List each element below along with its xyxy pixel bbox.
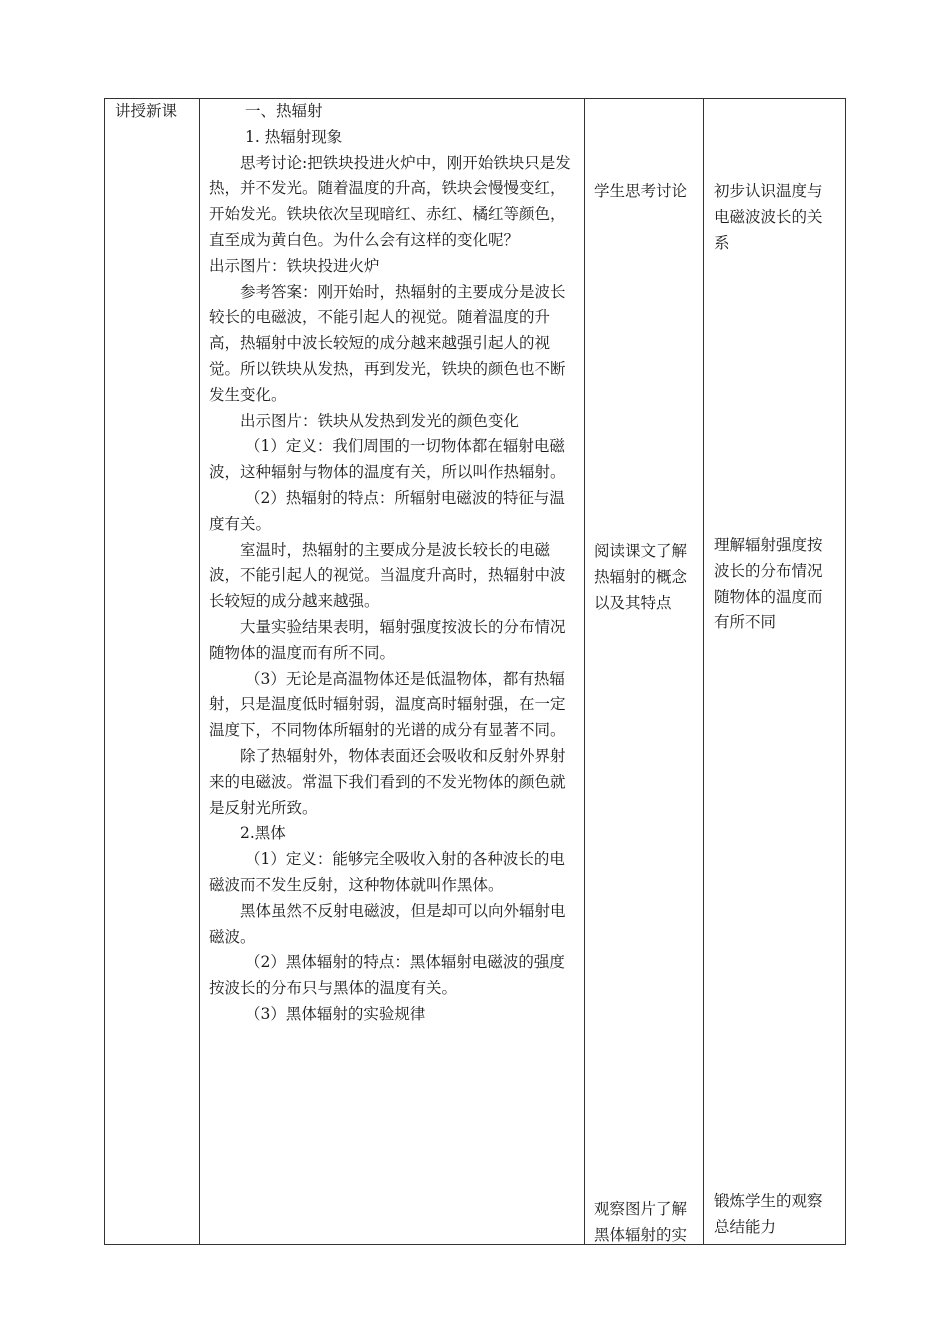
- reference-answer: 参考答案：刚开始时，热辐射的主要成分是波长较长的电磁波，不能引起人的视觉。随着温度的升高，热辐射中波长较短的成分越来越强引起人的视觉。所以铁块从发热，再到发光，铁块的颜色也不断发生变化。: [209, 282, 566, 404]
- column-divider: [584, 99, 585, 1244]
- design-intent: 理解辐射强度按波长的分布情况随物体的温度而有所不同: [714, 536, 823, 632]
- lesson-plan-table: [104, 98, 846, 1245]
- body-paragraph: 黑体虽然不反射电磁波，但是却可以向外辐射电磁波。: [209, 901, 566, 946]
- law-heading: （3）黑体辐射的实验规律: [245, 1004, 426, 1023]
- feature-paragraph: （2）热辐射的特点：所辐射电磁波的特征与温度有关。: [209, 488, 565, 533]
- subsection-heading: 2.黑体: [240, 824, 286, 843]
- show-image-note: 出示图片：铁块投进火炉: [209, 256, 380, 275]
- section-heading: 一、热辐射: [245, 102, 323, 120]
- body-paragraph: 室温时，热辐射的主要成分是波长较长的电磁波，不能引起人的视觉。当温度升高时，热辐射中波长较短的成分越来越强。: [209, 540, 566, 611]
- design-intent: 锻炼学生的观察总结能力: [714, 1192, 823, 1236]
- discussion-question: 思考讨论:把铁块投进火炉中，刚开始铁块只是发热，并不发光。随着温度的升高，铁块会慢慢变红，开始发光。铁块依次呈现暗红、赤红、橘红等颜色，直至成为黄白色。为什么会有这样的变化呢？: [209, 153, 571, 249]
- definition-paragraph: （1）定义：能够完全吸收入射的各种波长的电磁波而不发生反射，这种物体就叫作黑体。: [209, 850, 565, 894]
- feature-paragraph: （2）黑体辐射的特点：黑体辐射电磁波的强度按波长的分布只与黑体的温度有关。: [209, 953, 565, 998]
- teaching-content: [209, 99, 575, 1028]
- show-image-note: 出示图片：铁块从发热到发光的颜色变化: [240, 411, 520, 430]
- student-activity: 观察图片了解黑体辐射的实: [594, 1200, 688, 1244]
- student-activity: 学生思考讨论: [594, 182, 688, 200]
- column-divider: [199, 99, 200, 1244]
- body-paragraph: （3）无论是高温物体还是低温物体，都有热辐射，只是温度低时辐射弱，温度高时辐射强，在一定温度下，不同物体所辐射的光谱的成分有显著不同。: [209, 669, 566, 740]
- column-divider: [703, 99, 704, 1244]
- design-intent: 初步认识温度与电磁波波长的关系: [714, 182, 823, 252]
- stage-label: 讲授新课: [115, 102, 178, 120]
- subsection-heading: 1. 热辐射现象: [245, 127, 343, 146]
- body-paragraph: 除了热辐射外，物体表面还会吸收和反射外界射来的电磁波。常温下我们看到的不发光物体的颜色就是反射光所致。: [209, 746, 566, 817]
- definition-paragraph: （1）定义：我们周围的一切物体都在辐射电磁波，这种辐射与物体的温度有关，所以叫作热辐射。: [209, 437, 566, 482]
- body-paragraph: 大量实验结果表明，辐射强度按波长的分布情况随物体的温度而有所不同。: [209, 617, 566, 662]
- student-activity: 阅读课文了解热辐射的概念以及其特点: [594, 542, 688, 612]
